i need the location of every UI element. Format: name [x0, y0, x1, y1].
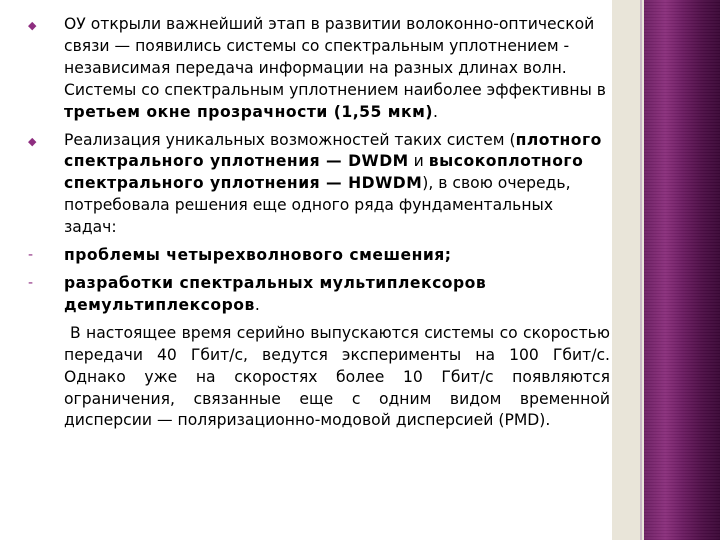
text-run: ), в свою очередь, потребовала решения еще одного ряда фундаментальных задач: — [64, 174, 571, 237]
bold-run: проблемы четырехволнового смешения; — [64, 246, 452, 265]
bullet-item — [28, 130, 610, 240]
text-run: . — [432, 102, 438, 121]
dash-marker: - — [28, 247, 34, 264]
body-paragraph — [28, 323, 610, 433]
bold-run: третьем окне прозрачности (1,55 мкм) — [64, 102, 433, 121]
dash-text — [64, 246, 452, 264]
paragraph-text: В настоящее время серийно выпускаются системы со скоростью передачи 40 Гбит/с, ведутся эксперименты на 100 Гбит/с. Однако уже на скоростях более 10 Гбит/с появляются ограничения, связанные еще с одним видом временной дисперсии — поляризационно-модовой дисперсией (PMD). — [64, 323, 610, 430]
bold-run: высокоплотного спектрального уплотнения — HDWDM — [64, 152, 584, 193]
diamond-bullet-icon: ◆ — [28, 19, 37, 32]
diamond-bullet-icon: ◆ — [28, 134, 37, 148]
text-run: и — [408, 152, 429, 171]
bullet-text — [64, 131, 602, 237]
side-band-texture — [644, 0, 720, 540]
side-divider — [640, 0, 642, 540]
bullet-text — [64, 15, 606, 121]
text-run: Реализация уникальных возможностей таких систем ( — [64, 130, 516, 149]
bold-run: разработки спектральных мультиплексоров демультиплексоров — [64, 273, 487, 314]
text-run: . — [254, 295, 260, 314]
dash-marker: - — [28, 274, 34, 291]
bold-run: плотного спектрального уплотнения — DWDM — [64, 130, 602, 171]
bullet-item — [28, 14, 610, 124]
dash-item — [28, 273, 610, 317]
text-run: ОУ открыли важнейший этап в развитии волоконно-оптической связи — появились системы со спектральным уплотнением - независимая передача информации на разных длинах волн. Системы со спектральным уплотнением наиболее эффективны в — [64, 15, 606, 99]
slide-body — [28, 14, 610, 432]
dash-text — [64, 274, 486, 314]
dash-item — [28, 245, 610, 267]
